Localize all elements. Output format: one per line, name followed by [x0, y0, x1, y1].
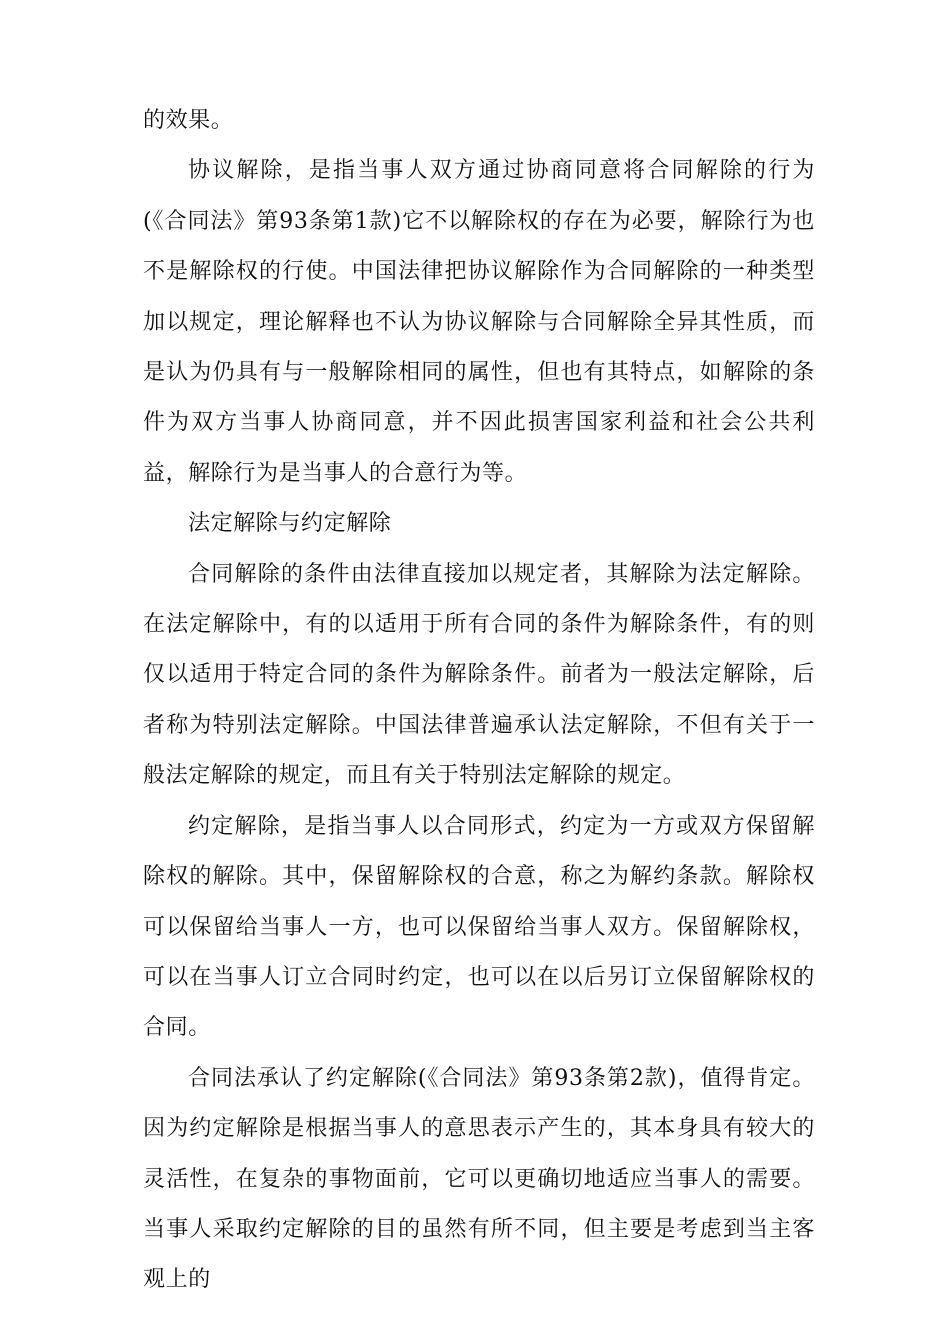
paragraph-continuation: 的效果。	[143, 108, 234, 133]
paragraph-statutory-termination: 合同解除的条件由法律直接加以规定者，其解除为法定解除。在法定解除中，有的以适用于所有合同的条件为解除条件，有的则仅以适用于特定合同的条件为解除条件。前者为一般法定解除，后者称为特别法定解除。中国法律普遍承认法定解除，不但有关于一般法定解除的规定，而且有关于特别法定解除的规定。	[143, 561, 815, 789]
paragraph-contract-law-recognition: 合同法承认了约定解除(《合同法》第93条第2款)，值得肯定。因为约定解除是根据当事人的意思表示产生的，其本身具有较大的灵活性，在复杂的事物面前，它可以更确切地适应当事人的需要。当事人采取约定解除的目的虽然有所不同，但主要是考虑到当主客观上的	[143, 1065, 815, 1293]
section-heading: 法定解除与约定解除	[188, 511, 392, 537]
paragraph-contractual-termination: 约定解除，是指当事人以合同形式，约定为一方或双方保留解除权的解除。其中，保留解除权的合意，称之为解约条款。解除权可以保留给当事人一方，也可以保留给当事人双方。保留解除权，可以在当事人订立合同时约定，也可以在以后另订立保留解除权的合同。	[143, 813, 815, 1041]
document-page	[143, 96, 815, 1306]
paragraph-agreement-termination: 协议解除，是指当事人双方通过协商同意将合同解除的行为(《合同法》第93条第1款)它不以解除权的存在为必要，解除行为也不是解除权的行使。中国法律把协议解除作为合同解除的一种类型加以规定，理论解释也不认为协议解除与合同解除全异其性质，而是认为仍具有与一般解除相同的属性，但也有其特点，如解除的条件为双方当事人协商同意，并不因此损害国家利益和社会公共利益，解除行为是当事人的合意行为等。	[143, 158, 815, 486]
